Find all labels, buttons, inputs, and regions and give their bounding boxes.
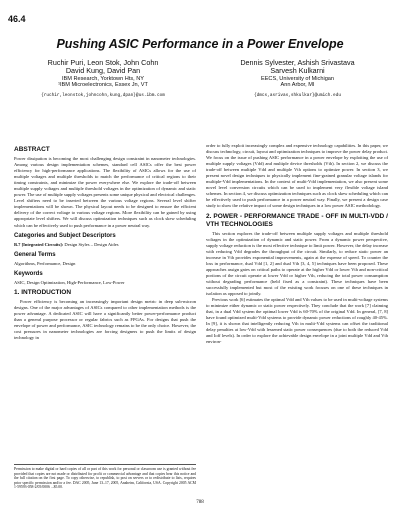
page-number: 788	[196, 500, 204, 505]
author-block-ibm	[8, 59, 198, 99]
left-column	[14, 143, 196, 341]
copyright-footnote: Permission to make digital or hard copies of all or part of this work for personal or classroom use is granted without fee provided that copies are not made or distributed for profit or commercial advantage and that copies bear this notice and the full citation on the first page. To copy otherwise, to republish, to post on servers or to redistribute to lists, requires prior specific permission and/or a fee. DAC 2005, June 13–17, 2005, Anaheim, California, USA. Copyright 2005 ACM 1-59593-058-2/05/0006 ...$5.00.	[14, 464, 196, 490]
introduction-heading: 1. INTRODUCTION	[14, 288, 72, 296]
author-names-line-1: Dennis Sylvester, Ashish Srivastava	[240, 58, 355, 67]
author-affiliation-line-1: EECS, University of Michigan	[260, 75, 335, 82]
author-email: {ruchir,leonstok,johncohn,kung,dpan}@us.ibm.com	[41, 92, 165, 98]
author-affiliation-line-2: ¹IBM Microelectronics, Essex Jn, VT	[58, 82, 148, 89]
introduction-continued-text: order to fully exploit increasingly complex and expensive technology capabilities. In this paper, we discuss technology, circuit, layout and optimization techniques to improve the power delay product. We focus on the issue of pushing ASIC performance in a power envelope by exploiting the use of multiple supply voltages (Vdd) and multiple device thresholds (Vth). In section 2, we discuss the trade-off between multiple Vdd and multiple Vth options to optimize power. In section 3, we present novel design techniques to physically implement fine-grained granular voltage islands for multiple-Vdd implementations. In the context of multi-Vdd implementation, we also present some novel level conversion circuits which can be used to implement very flexible voltage island schemes. In section 4, we discuss optimization techniques such as clock skew scheduling which can be effectively used to push performance in a power neutral way. Finally, we present a design case study to show the relative impact of some design techniques in a low power ASIC methodology.	[206, 143, 388, 209]
general-terms-heading: General Terms	[14, 251, 56, 258]
section-2-paragraph-1: This section explores the trade-off between multiple supply voltages and multiple threshold voltages in the optimization of dynamic and static power. From a dynamic power perspective, supply voltage reduction is the most effective technique to limit power. However, the delay increase with reducing Vdd degrades the throughput of the circuit. Similarly, to reduce static power an increase in Vth provides exponential improvements, again at the expense of speed. To counter the loss in performance, dual Vdd [1, 2] and dual Vth [3, 4, 5] techniques have been proposed. These approaches assign gates on critical paths to operate at the higher Vdd or lower Vth and non-critical portions of the circuit operate at lower Vdd or higher Vth, reducing the total power consumption without degrading performance (held fixed as a constraint). These techniques have been successfully implemented but most of the existing work focuses on one of these techniques in isolation as opposed to jointly.	[206, 230, 388, 296]
author-affiliation-line-1: IBM Research, Yorktown Hts, NY	[61, 75, 145, 82]
categories-code: B.7 [Integrated Circuits]:	[14, 241, 64, 247]
author-block-umich	[205, 59, 390, 99]
session-number: 46.4	[8, 14, 26, 24]
author-names-line-1: Ruchir Puri, Leon Stok, John Cohn	[47, 58, 159, 67]
author-names-line-2: David Kung, David Pan	[65, 66, 141, 76]
author-affiliation-line-2: Ann Arbor, MI	[280, 82, 315, 89]
paper-title: Pushing ASIC Performance in a Power Envelope	[56, 37, 344, 51]
section-2-heading: 2. POWER - PERFORMANCE TRADE - OFF IN MULTI-VDD / VTH TECHNOLOGIES	[206, 212, 388, 228]
author-email: {dmcs,asrivas,shkulkar}@umich.edu	[254, 92, 341, 98]
categories-description: Design Styles – Design Aides	[63, 241, 119, 247]
categories-text	[14, 242, 196, 248]
abstract-text: Power dissipation is becoming the most challenging design constraint in nanometer technologies. Among various design implementation schemes, standard cell ASICs offer the best power efficiency for high-performance applications. The flexibility of ASICs allows for the use of multiple voltages and multiple thresholds to match the performance of critical regions to their timing constraints, and minimize the power everywhere else. We explore the trade-off between multiple supply voltages and multiple threshold voltages in the optimization of dynamic and static power. The use of multiple supply voltages presents some unique physical and electrical challenges. Level shifters need to be inserted between the various voltage regions. Several level shifter implementations will be shown. The physical layout needs to be designed to ensure the efficient delivery of the correct voltage to various voltage regions. More flexibility can be gained by using appropriate level shifters. We will discuss optimization techniques such as clock skew scheduling which can be effectively used to push performance in a power neutral way.	[14, 156, 196, 228]
introduction-text: Power efficiency is becoming an increasingly important design metric in deep sub-micron designs. One of the major advantages of ASICs compared to other implementation methods is the power advantage. A dedicated ASIC will have a significantly better power-performance product than a general purpose processor or regular fabrics such as FPGAs. For designs that push the envelope of power and performance, ASIC technology remains to be the only choice. However, the cost pressures in nanometer technologies are forcing designers to push the limits of design technology in	[14, 298, 196, 340]
abstract-heading: ABSTRACT	[14, 146, 50, 153]
author-names-line-2: Sarvesh Kulkarni	[270, 66, 325, 76]
right-column	[206, 143, 388, 345]
section-2-paragraph-2: Previous work [6] estimates the optimal Vdd and Vth values to be used in multi-voltage systems to minimize either dynamic or static power respectively. They conclude that the work [7] claiming that, in a dual Vdd system the optimal lower Vdd is 60-70% of the original Vdd. In general, [7, 8] have found optimized multi-Vdd systems to provide dynamic power reductions of roughly 40-45%. In [9], it is shown that intelligently reducing Vth in multi-Vdd systems can offset the traditional delay penalties at low-Vdd with lessened static power consequences (due to both the reduced Vdd and Ioff levels). In order to explore the achievable design envelope in a joint multiple Vdd and Vth environ-	[206, 297, 388, 345]
general-terms-text: Algorithms, Performance, Design	[14, 260, 76, 266]
keywords-text: ASIC, Design Optimization, High-Performance, Low-Power	[14, 279, 125, 285]
keywords-heading: Keywords	[14, 270, 43, 277]
categories-heading: Categories and Subject Descriptors	[14, 232, 116, 239]
